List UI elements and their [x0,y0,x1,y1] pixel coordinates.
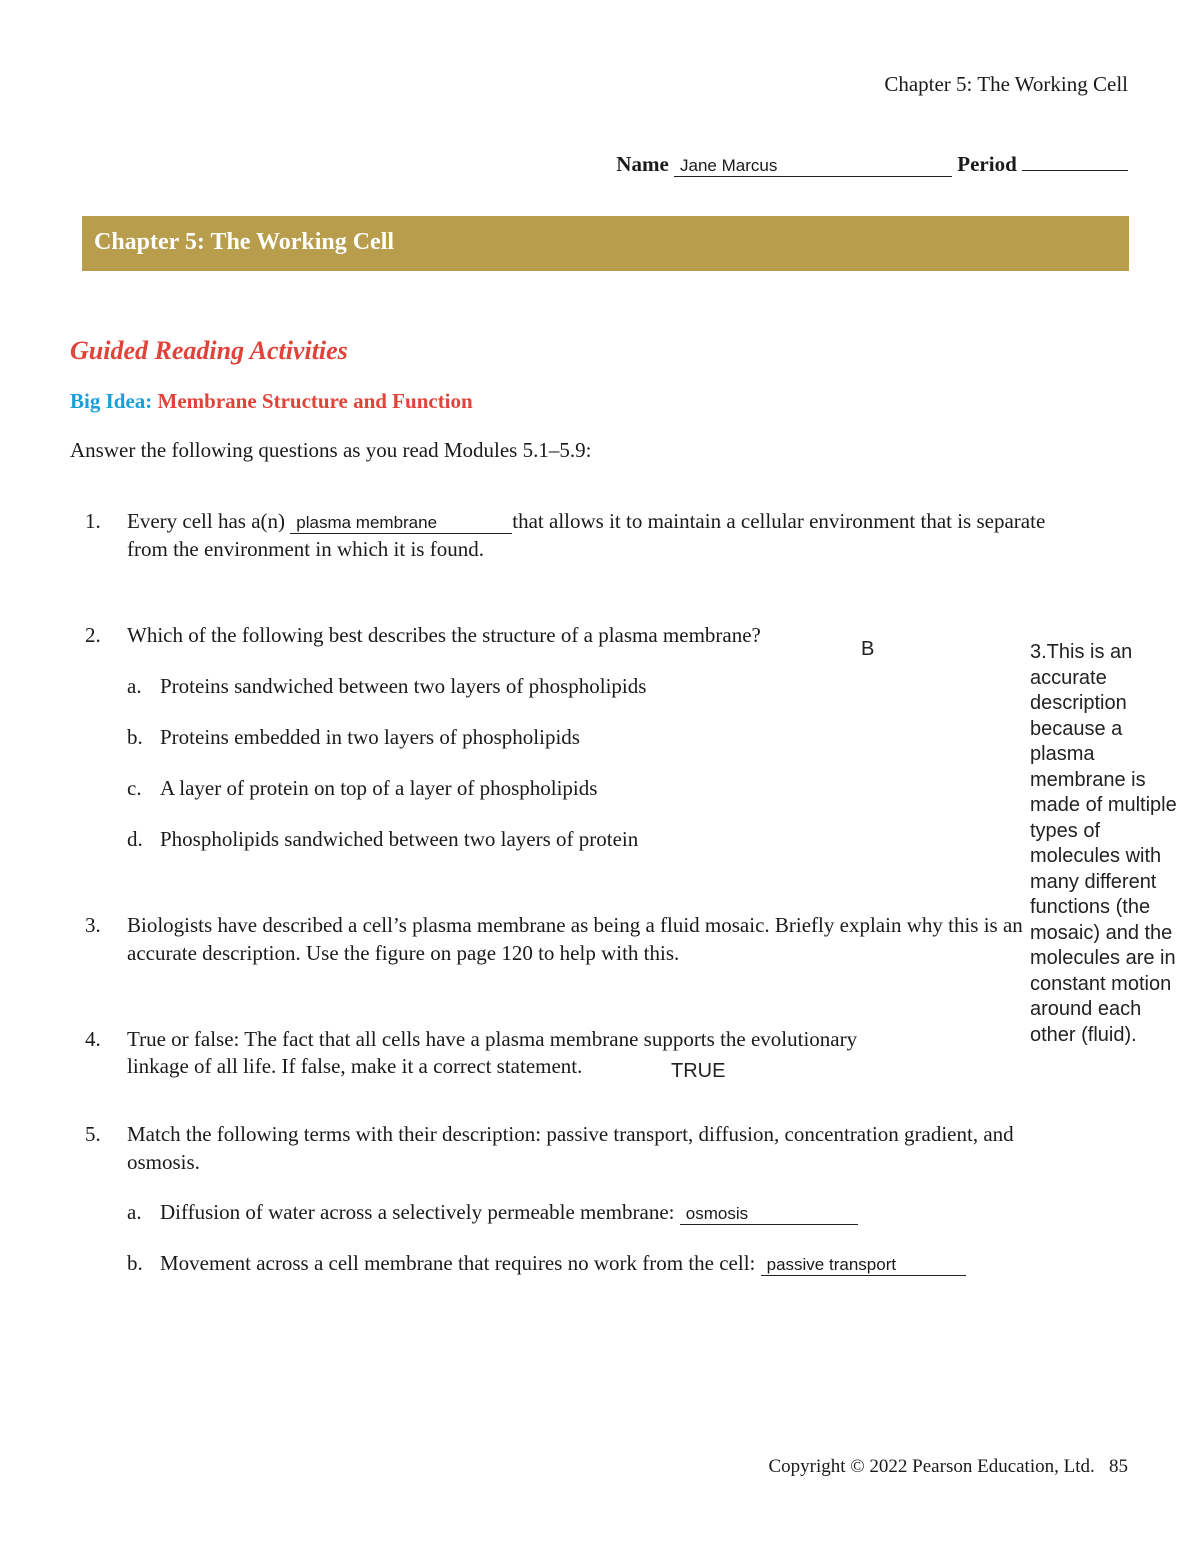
match-item-a [160,1198,858,1226]
big-idea-label: Big Idea: [70,389,153,413]
question-3-line-1: Biologists have described a cell’s plasma membrane as being a fluid mosaic. Briefly explain why this is an [127,913,1023,937]
name-period-line [616,152,1128,177]
running-header: Chapter 5: The Working Cell [884,72,1128,96]
question-4-line-2: linkage of all life. If false, make it a correct statement. [127,1054,583,1078]
item-letter: a. [127,1200,142,1224]
big-idea-topic: Membrane Structure and Function [157,389,473,413]
option-text: A layer of protein on top of a layer of phospholipids [160,776,598,800]
question-4-line-1: True or false: The fact that all cells have a plasma membrane supports the evolutionary [127,1027,858,1051]
banner-title: Chapter 5: The Working Cell [94,229,395,255]
instructions: Answer the following questions as you read Modules 5.1–5.9: [70,438,592,462]
question-number: 1. [85,509,101,533]
match-item-a-text: Diffusion of water across a selectively permeable membrane: [160,1200,675,1224]
match-item-b-answer-field[interactable]: passive transport [761,1255,966,1276]
question-1-answer-field[interactable]: plasma membrane [290,513,512,534]
option-letter: d. [127,827,143,851]
question-number: 3. [85,913,101,937]
option-letter: a. [127,674,142,698]
option-letter: b. [127,725,143,749]
question-1-line-2: from the environment in which it is found. [127,537,484,561]
match-item-b [160,1249,966,1277]
question-1-text-before: Every cell has a(n) [127,509,286,533]
question-5-line-2: osmosis. [127,1150,200,1174]
question-3-answer-note[interactable]: 3.This is an accurate description because a plasma membrane is made of multiple types of molecules with many different functions (the mosaic) and the molecules are in constant motion around each other (fluid). [1030,641,1177,1046]
question-number: 4. [85,1027,101,1051]
section-heading: Guided Reading Activities [70,336,348,365]
question-number: 2. [85,623,101,647]
big-idea-heading [70,389,473,414]
name-field[interactable]: Jane Marcus [674,156,952,177]
period-label: Period [957,152,1017,176]
option-letter: c. [127,776,142,800]
chapter-banner [82,216,1129,271]
match-item-a-answer-field[interactable]: osmosis [680,1204,858,1225]
question-1-line-1 [127,507,1045,535]
period-field[interactable] [1022,152,1128,171]
option-text: Proteins sandwiched between two layers of phospholipids [160,674,647,698]
question-5-line-1: Match the following terms with their description: passive transport, diffusion, concentration gradient, and [127,1122,1014,1146]
question-3-line-2: accurate description. Use the figure on page 120 to help with this. [127,941,680,965]
page-footer: Copyright © 2022 Pearson Education, Ltd. 85 [768,1456,1128,1477]
option-text: Proteins embedded in two layers of phospholipids [160,725,580,749]
question-1-text-after: that allows it to maintain a cellular environment that is separate [512,509,1046,533]
item-letter: b. [127,1251,143,1275]
match-item-b-text: Movement across a cell membrane that requires no work from the cell: [160,1251,756,1275]
question-2-text: Which of the following best describes the structure of a plasma membrane? [127,623,761,647]
question-number: 5. [85,1122,101,1146]
question-4-answer[interactable]: TRUE [671,1060,726,1082]
question-2-answer[interactable]: B [861,638,875,660]
option-text: Phospholipids sandwiched between two layers of protein [160,827,639,851]
name-label: Name [616,152,669,176]
